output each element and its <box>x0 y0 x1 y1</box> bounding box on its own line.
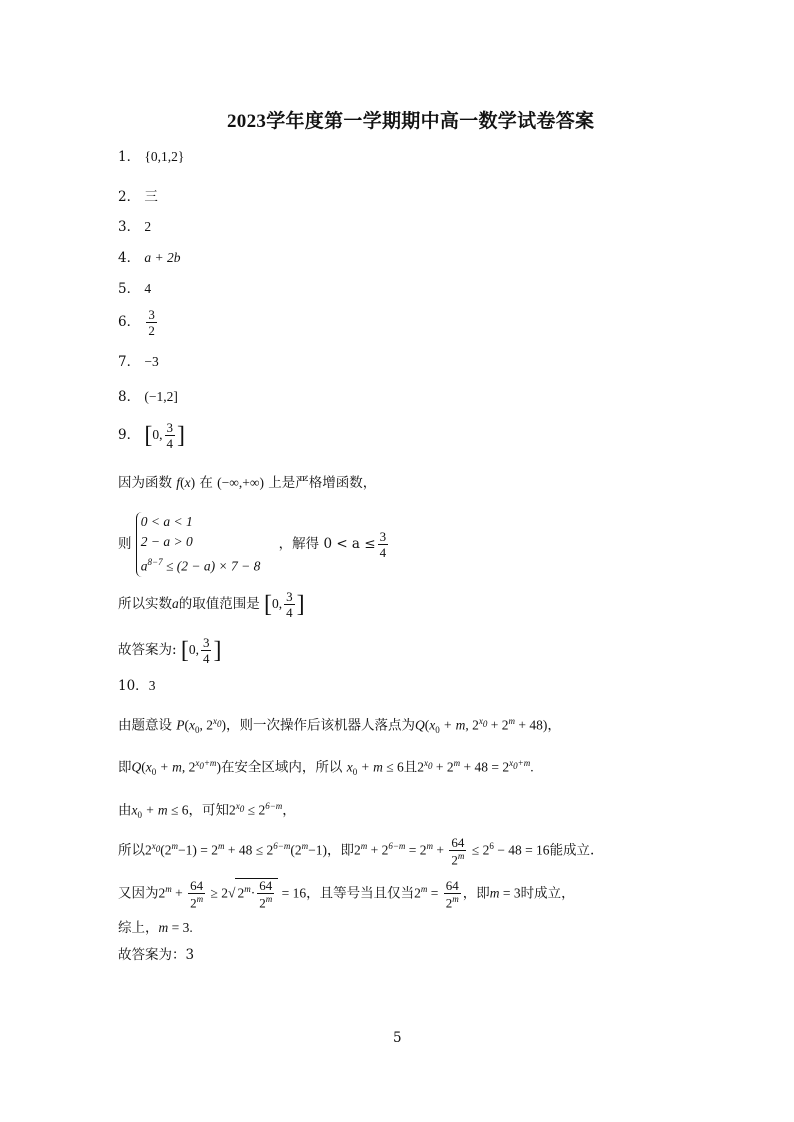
answer-10 <box>118 677 155 695</box>
q10-line-3: 由$x_0 + m \le 6$，可知$2^{x_0} \le 2^{6-m}$， <box>118 801 296 821</box>
page-title: 2023学年度第一学期期中高一数学试卷答案 <box>227 111 595 132</box>
answer-5 <box>118 280 151 298</box>
page-number: 5 <box>393 1030 402 1046</box>
answer-value: 2 <box>144 219 152 234</box>
answer-6 <box>118 308 159 337</box>
answer-number: 6． <box>118 314 141 330</box>
q10-final: 故答案为：3 <box>118 947 195 963</box>
answer-number: 4． <box>118 250 141 266</box>
answer-2 <box>118 188 158 206</box>
fraction: $\frac{3}{2}$ <box>148 307 155 338</box>
answer-1 <box>118 148 184 166</box>
fraction: $\frac{64}{2^m}$ <box>259 878 273 911</box>
fraction: $\frac{3}{4}$ <box>379 528 387 560</box>
q9-range: 所以实数a的取值范围是 [0, $\frac{3}{4}$ ] <box>118 589 305 620</box>
answer-number: 5． <box>118 281 141 297</box>
answer-4 <box>118 249 181 267</box>
answer-value: a + 2b <box>144 250 181 265</box>
q9-final: 故答案为: [0, $\frac{3}{4}$ ] <box>118 635 222 666</box>
fraction: $\frac{3}{4}$ <box>286 589 293 620</box>
answer-7 <box>118 353 159 371</box>
answer-9: 9． [0, $\frac{3}{4}$ ] <box>118 420 186 451</box>
answer-8 <box>118 388 178 406</box>
answer-number: 1． <box>118 149 141 165</box>
equation-system: 0 < a < 1 2 − a > 0 $a^{8-7} \le (2 - a) \times 7 - 8$ <box>136 512 261 577</box>
answer-value: 4 <box>144 281 152 296</box>
q10-line-4: 所以$2^{x_0}(2^m-1) = 2^m + 48 \le 2^{6-m}(2^m-1)$，即$2^m + 2^{6-m} = 2^m$ + $\frac{64}{2^m}$ ≤ $2^6 - 48 = 16$能成立. <box>118 835 595 868</box>
answer-number: 9． <box>118 427 141 443</box>
fraction: $\frac{3}{4}$ <box>202 635 210 666</box>
fraction: $\frac{64}{2^m}$ <box>451 835 465 868</box>
q10-line-5: 又因为$2^m$ + $\frac{64}{2^m}$ ≥ 2√ $2^m\cdot$ $\frac{64}{2^m}$ = 16，且等号当且仅当$2^m$ = $\frac{64}{2^m}$ ，即m = 3时成立， <box>118 878 575 911</box>
answer-number: 10． <box>118 678 149 694</box>
square-root: $2^m\cdot$ $\frac{64}{2^m}$ <box>235 878 278 909</box>
fraction: $\frac{64}{2^m}$ <box>445 878 459 911</box>
fraction: $\frac{3}{4}$ <box>166 420 174 451</box>
answer-value: −3 <box>144 354 159 369</box>
q10-line-6: 综上，m = 3. <box>118 920 193 936</box>
answer-value: 三 <box>144 189 158 205</box>
answer-value: (−1,2] <box>144 389 178 404</box>
answer-number: 7． <box>118 354 141 370</box>
answer-number: 2． <box>118 189 141 205</box>
answer-value: 3 <box>148 678 156 693</box>
q10-line-2: 即$Q(x_0 + m$, $2^{x_0+m}$)在安全区域内，所以 $x_0 + m \le 6$且$2^{x_0} + 2^m + 48 = 2^{x_0+m}$. <box>118 758 534 778</box>
q9-line-1: 因为函数 f(x) 在 (−∞,+∞) 上是严格增函数， <box>118 475 377 491</box>
answer-value: {0,1,2} <box>144 149 185 164</box>
q10-line-1: 由题意设 $P(x_0$, $2^{x_0}$)，则一次操作后该机器人落点为$Q(x_0 + m$, $2^{x_0} + 2^m + 48$)， <box>118 716 561 736</box>
answer-3 <box>118 218 151 236</box>
answer-number: 3． <box>118 219 141 235</box>
answer-number: 8． <box>118 389 141 405</box>
q9-system: 则 0 < a < 1 2 − a > 0 $a^{8-7} \le (2 - a) \times 7 - 8$ ，解得 0 < a ≤ $\frac{3}{4}$ <box>118 512 390 577</box>
fraction: $\frac{64}{2^m}$ <box>190 878 204 911</box>
